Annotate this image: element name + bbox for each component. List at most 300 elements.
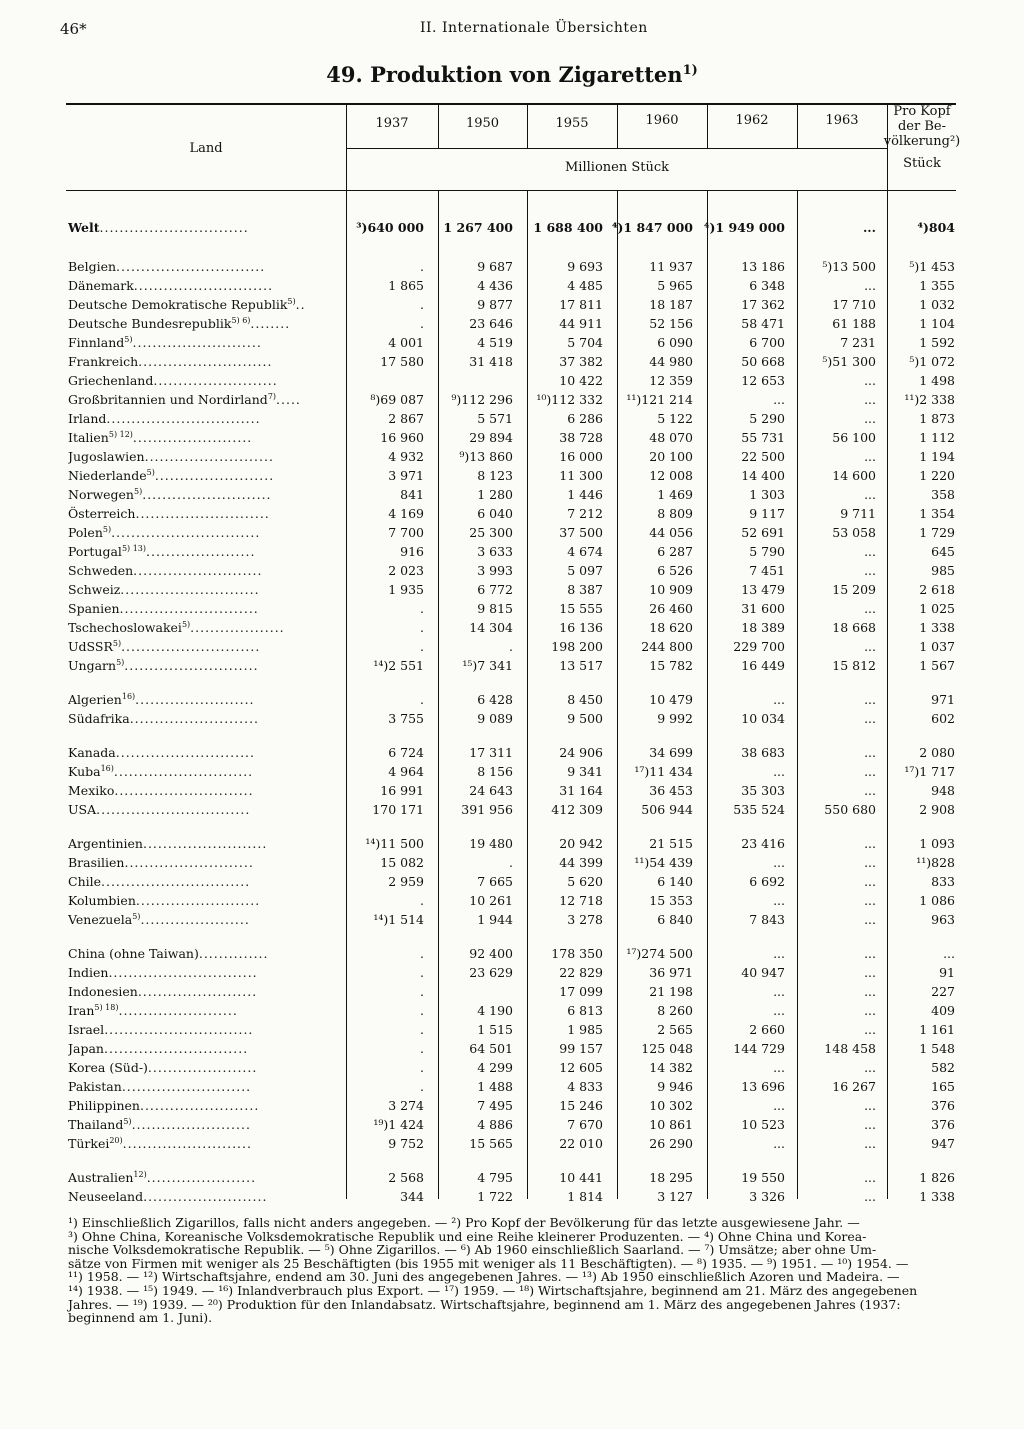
- header-year-1950: 1950: [465, 116, 500, 131]
- table-cell: 31 164: [559, 783, 603, 798]
- table-cell: 6 286: [567, 411, 603, 426]
- table-cell: 17 811: [559, 297, 603, 312]
- table-cell: 23 646: [469, 316, 513, 331]
- table-cell: 14 600: [832, 468, 876, 483]
- table-cell: 916: [400, 544, 424, 559]
- leader-dots: ..............................: [116, 259, 266, 274]
- country-footnote-mark: 5): [123, 1117, 132, 1126]
- table-cell: 2 867: [388, 411, 424, 426]
- table-cell: ...: [864, 1136, 876, 1151]
- table-cell: 376: [931, 1098, 955, 1113]
- leader-dots: ......................: [146, 1170, 257, 1186]
- table-cell: ¹¹)54 439: [634, 855, 693, 870]
- table-cell: 5 790: [749, 544, 785, 559]
- table-cell: 4 299: [477, 1060, 513, 1075]
- leader-dots: ..............................: [99, 220, 249, 235]
- table-cell: ...: [773, 692, 785, 707]
- leader-dots: ............................: [120, 582, 260, 597]
- table-cell: 358: [931, 487, 955, 502]
- table-cell: 40 947: [741, 965, 785, 980]
- country-footnote-mark: 12): [133, 1170, 147, 1179]
- leader-dots: ..............................: [101, 874, 251, 889]
- header-per-capita-line3: völkerung²): [883, 134, 961, 149]
- leader-dots: ..........................: [129, 711, 260, 726]
- country-name: Chile: [68, 874, 102, 889]
- table-cell: 5 097: [567, 563, 603, 578]
- table-cell: 61 188: [832, 316, 876, 331]
- table-cell: 18 187: [649, 297, 693, 312]
- table-cell: 44 980: [649, 354, 693, 369]
- table-cell: 23 416: [741, 836, 785, 851]
- table-cell: 99 157: [559, 1041, 603, 1056]
- table-cell: 12 718: [559, 893, 603, 908]
- table-row-label: [68, 601, 338, 616]
- table-row-label: [68, 220, 338, 235]
- table-cell: ...: [864, 392, 876, 407]
- leader-dots: ...............................: [106, 411, 261, 426]
- table-cell: 13 696: [741, 1079, 785, 1094]
- table-cell: 602: [931, 711, 955, 726]
- table-cell: 15 353: [649, 893, 693, 908]
- table-cell: 22 500: [741, 449, 785, 464]
- table-cell: 44 911: [559, 316, 603, 331]
- country-name: Deutsche Bundesrepublik: [68, 316, 232, 332]
- table-cell: 3 127: [657, 1189, 693, 1204]
- leader-dots: ..............: [198, 946, 269, 961]
- table-cell: ...: [864, 1098, 876, 1113]
- table-cell: ⁵)1 072: [909, 354, 955, 369]
- land-column-divider: [346, 103, 347, 1199]
- table-row-label: [68, 563, 338, 578]
- table-cell: 4 833: [567, 1079, 603, 1094]
- table-cell: 6 287: [657, 544, 693, 559]
- table-cell: ⁵)13 500: [822, 259, 876, 274]
- country-name: Indien: [68, 965, 109, 980]
- table-cell: ...: [864, 487, 876, 502]
- table-cell: 8 156: [477, 764, 513, 779]
- table-cell: 1 303: [749, 487, 785, 502]
- table-cell: 53 058: [832, 525, 876, 540]
- table-cell: 10 302: [649, 1098, 693, 1113]
- table-cell: 22 010: [559, 1136, 603, 1151]
- table-cell: ¹¹)828: [916, 855, 955, 870]
- header-land: Land: [189, 141, 223, 156]
- table-cell: 14 382: [649, 1060, 693, 1075]
- table-row-label: [68, 965, 338, 980]
- table-cell: 35 303: [741, 783, 785, 798]
- table-cell: 198 200: [551, 639, 603, 654]
- table-cell: 841: [400, 487, 424, 502]
- table-cell: 1 592: [919, 335, 955, 350]
- table-cell: 3 971: [388, 468, 424, 483]
- table-row-label: [68, 449, 338, 464]
- leader-dots: ..: [295, 297, 306, 313]
- table-cell: 1 194: [919, 449, 955, 464]
- table-cell: 16 960: [380, 430, 424, 445]
- leader-dots: ............................: [115, 745, 256, 760]
- table-cell: 6 724: [388, 745, 424, 760]
- table-cell: 947: [931, 1136, 955, 1151]
- table-cell: 92 400: [469, 946, 513, 961]
- country-footnote-mark: 5) 18): [94, 1003, 119, 1012]
- table-cell: ...: [864, 563, 876, 578]
- table-cell: 1 355: [919, 278, 955, 293]
- country-name: Tschechoslowakei: [68, 620, 182, 636]
- table-cell: 4 190: [477, 1003, 513, 1018]
- country-footnote-mark: 5): [134, 487, 143, 496]
- table-row-label: [68, 893, 338, 908]
- table-cell: 833: [931, 874, 955, 889]
- table-cell: .: [420, 259, 424, 274]
- header-per-capita-line1: Pro Kopf: [893, 104, 951, 119]
- table-cell: ...: [864, 855, 876, 870]
- country-footnote-mark: 5): [132, 912, 141, 921]
- table-cell: 22 829: [559, 965, 603, 980]
- table-cell: ...: [864, 836, 876, 851]
- table-cell: 1 826: [919, 1170, 955, 1185]
- header-year-1963: 1963: [825, 113, 859, 128]
- table-cell: 4 932: [388, 449, 424, 464]
- table-cell: 4 485: [567, 278, 603, 293]
- table-cell: 52 691: [741, 525, 785, 540]
- table-cell: 15 812: [832, 658, 876, 673]
- table-cell: 18 668: [832, 620, 876, 635]
- table-cell: ...: [864, 411, 876, 426]
- table-cell: 9 341: [567, 764, 603, 779]
- table-cell: 9 693: [567, 259, 603, 274]
- table-row-label: [68, 783, 338, 798]
- table-cell: 25 300: [469, 525, 513, 540]
- table-cell: 50 668: [741, 354, 785, 369]
- table-cell: 971: [931, 692, 955, 707]
- table-cell: ...: [943, 946, 955, 961]
- country-name: Brasilien: [68, 855, 125, 870]
- table-cell: 10 523: [741, 1117, 785, 1132]
- leader-dots: ..........................: [132, 335, 262, 351]
- table-cell: 1 567: [919, 658, 955, 673]
- table-row-label: [68, 658, 338, 673]
- table-cell: .: [420, 1022, 424, 1037]
- table-cell: 10 441: [559, 1170, 603, 1185]
- table-cell: 10 422: [559, 373, 603, 388]
- table-row-label: [68, 335, 338, 350]
- table-cell: 52 156: [649, 316, 693, 331]
- header-unit-per-capita: Stück: [903, 156, 941, 171]
- table-cell: 1 488: [477, 1079, 513, 1094]
- leader-dots: .....: [276, 392, 301, 408]
- leader-dots: ........: [250, 316, 291, 332]
- table-cell: ...: [773, 946, 785, 961]
- table-row-label: [68, 1170, 338, 1185]
- table-cell: 26 460: [649, 601, 693, 616]
- table-cell: .: [420, 620, 424, 635]
- table-cell: 16 000: [559, 449, 603, 464]
- footnote-line: ¹) Einschließlich Zigarillos, falls nicht anders angegeben. — ²) Pro Kopf der Bevölkerung für das letzte ausgewiesene Jahr. —: [68, 1215, 860, 1230]
- country-name: Italien: [68, 430, 109, 446]
- table-cell: ...: [864, 544, 876, 559]
- table-cell: ...: [864, 278, 876, 293]
- table-cell: 3 274: [388, 1098, 424, 1113]
- section-title: II. Internationale Übersichten: [420, 20, 648, 36]
- table-cell: 11 300: [559, 468, 603, 483]
- table-cell: 8 387: [567, 582, 603, 597]
- table-cell: .: [420, 601, 424, 616]
- table-cell: 1 267 400: [443, 220, 513, 235]
- table-cell: 26 290: [649, 1136, 693, 1151]
- country-name: Dänemark: [68, 278, 134, 293]
- country-name: Niederlande: [68, 468, 147, 484]
- table-cell: ...: [773, 1060, 785, 1075]
- country-footnote-mark: 5): [116, 658, 125, 667]
- table-row-label: [68, 984, 338, 999]
- country-name: Australien: [68, 1170, 134, 1186]
- table-cell: ...: [773, 855, 785, 870]
- table-cell: ¹⁴)11 500: [365, 836, 424, 851]
- table-cell: 15 246: [559, 1098, 603, 1113]
- leader-dots: .........................: [135, 893, 261, 908]
- table-cell: ⁴)1 949 000: [704, 220, 785, 235]
- leader-dots: ............................: [113, 764, 254, 780]
- table-cell: 13 479: [741, 582, 785, 597]
- table-cell: 229 700: [733, 639, 785, 654]
- per-capita-divider: [887, 103, 888, 1199]
- table-cell: ...: [864, 639, 876, 654]
- table-cell: ...: [773, 984, 785, 999]
- table-cell: 6 526: [657, 563, 693, 578]
- data-divider-4: [707, 190, 708, 1199]
- table-cell: 2 080: [919, 745, 955, 760]
- table-cell: 12 359: [649, 373, 693, 388]
- table-cell: 58 471: [741, 316, 785, 331]
- table-cell: ...: [864, 1189, 876, 1204]
- table-cell: 44 399: [559, 855, 603, 870]
- table-cell: 412 309: [551, 802, 603, 817]
- table-cell: 10 034: [741, 711, 785, 726]
- leader-dots: ......................: [147, 1060, 258, 1075]
- table-cell: 409: [931, 1003, 955, 1018]
- country-name: Japan: [68, 1041, 104, 1056]
- table-cell: 7 700: [388, 525, 424, 540]
- header-year-1955: 1955: [555, 116, 589, 131]
- country-name: Belgien: [68, 259, 117, 274]
- country-footnote-mark: 5): [124, 335, 133, 344]
- table-cell: 1 469: [657, 487, 693, 502]
- leader-dots: ..........................: [121, 1079, 252, 1094]
- table-cell: 6 840: [657, 912, 693, 927]
- table-cell: ⁴)804: [917, 220, 955, 235]
- table-cell: ...: [864, 783, 876, 798]
- table-row-label: [68, 392, 338, 407]
- table-cell: 31 418: [469, 354, 513, 369]
- table-cell: 7 231: [840, 335, 876, 350]
- table-cell: 18 295: [649, 1170, 693, 1185]
- table-cell: 2 618: [919, 582, 955, 597]
- leader-dots: .........................: [142, 836, 268, 851]
- table-cell: ¹⁰)112 332: [536, 392, 603, 407]
- table-cell: 144 729: [733, 1041, 785, 1056]
- table-cell: ...: [864, 711, 876, 726]
- table-cell: 6 813: [567, 1003, 603, 1018]
- country-name: Griechenland: [68, 373, 154, 388]
- table-cell: 16 136: [559, 620, 603, 635]
- table-row-label: [68, 430, 338, 445]
- country-name: Indonesien: [68, 984, 138, 999]
- table-cell: 1 865: [388, 278, 424, 293]
- country-name: Mexiko: [68, 783, 115, 798]
- table-cell: 12 653: [741, 373, 785, 388]
- table-cell: ...: [773, 1098, 785, 1113]
- table-row-label: [68, 711, 338, 726]
- table-cell: .: [420, 1060, 424, 1075]
- table-cell: 6 692: [749, 874, 785, 889]
- leader-dots: ..............................: [111, 525, 261, 541]
- country-footnote-mark: 5): [112, 639, 122, 648]
- table-cell: ¹⁹)1 424: [373, 1117, 424, 1132]
- table-cell: 1 112: [919, 430, 955, 445]
- table-cell: ...: [864, 449, 876, 464]
- table-row-label: [68, 1136, 338, 1151]
- table-cell: .: [420, 1003, 424, 1018]
- table-cell: 125 048: [641, 1041, 693, 1056]
- table-cell: 244 800: [641, 639, 693, 654]
- table-cell: ...: [864, 373, 876, 388]
- table-cell: ...: [864, 946, 876, 961]
- table-cell: 3 993: [477, 563, 513, 578]
- table-cell: 24 643: [469, 783, 513, 798]
- table-cell: 21 515: [649, 836, 693, 851]
- table-cell: 1 032: [919, 297, 955, 312]
- footnote-line: ³) Ohne China, Koreanische Volksdemokratische Republik und eine Reihe kleinerer Produzenten. — ⁴) Ohne China und Korea-: [68, 1228, 867, 1244]
- table-cell: 5 620: [567, 874, 603, 889]
- table-row-label: [68, 802, 338, 817]
- table-cell: 15 209: [832, 582, 876, 597]
- table-cell: 5 704: [567, 335, 603, 350]
- table-cell: 165: [931, 1079, 955, 1094]
- table-cell: 2 568: [388, 1170, 424, 1185]
- country-name: Kanada: [68, 745, 116, 760]
- table-cell: 9 815: [477, 601, 513, 616]
- country-name: Kuba: [68, 764, 101, 780]
- table-cell: 550 680: [824, 802, 876, 817]
- data-divider-2: [527, 190, 528, 1199]
- table-cell: 8 450: [567, 692, 603, 707]
- country-name: Philippinen: [68, 1098, 140, 1113]
- leader-dots: ..........................: [122, 1136, 252, 1152]
- leader-dots: .........................: [143, 1189, 268, 1204]
- table-cell: ...: [864, 912, 876, 927]
- country-footnote-mark: 5) 12): [108, 430, 133, 439]
- table-cell: 13 186: [741, 259, 785, 274]
- table-cell: 645: [931, 544, 955, 559]
- table-cell: 6 772: [477, 582, 513, 597]
- table-cell: 3 326: [749, 1189, 785, 1204]
- leader-dots: ..............................: [104, 1022, 254, 1037]
- table-cell: 2 023: [388, 563, 424, 578]
- country-name: China (ohne Taiwan): [68, 946, 199, 961]
- country-name: USA: [68, 802, 97, 817]
- table-row-label: [68, 297, 338, 312]
- header-unit-rule: [346, 148, 887, 149]
- leader-dots: ........................: [132, 430, 253, 446]
- table-cell: 64 501: [469, 1041, 513, 1056]
- leader-dots: ..........................: [133, 563, 263, 578]
- table-cell: ¹⁷)1 717: [904, 764, 955, 779]
- table-cell: ...: [864, 1003, 876, 1018]
- table-cell: 31 600: [741, 601, 785, 616]
- table-cell: ...: [773, 392, 785, 407]
- table-row-label: [68, 373, 338, 388]
- header-bottom-rule: [66, 190, 956, 191]
- table-cell: 15 565: [469, 1136, 513, 1151]
- country-name: Ungarn: [68, 658, 117, 674]
- table-cell: 12 008: [649, 468, 693, 483]
- country-name: Frankreich: [68, 354, 139, 369]
- table-cell: 5 290: [749, 411, 785, 426]
- country-name: Jugoslawien: [68, 449, 145, 464]
- table-cell: 7 451: [749, 563, 785, 578]
- table-cell: 582: [931, 1060, 955, 1075]
- table-cell: 9 752: [388, 1136, 424, 1151]
- table-row-label: [68, 874, 338, 889]
- table-row-label: [68, 620, 338, 635]
- table-cell: 9 992: [657, 711, 693, 726]
- table-cell: 20 942: [559, 836, 603, 851]
- country-name: Thailand: [68, 1117, 124, 1133]
- country-name: Spanien: [68, 601, 120, 616]
- footnote-line: sätze von Firmen mit weniger als 25 Beschäftigten (bis 1955 mit weniger als 11 Beschäftigten). — ⁸) 1935. — ⁹) 1951. — ¹⁰) 1954. —: [68, 1255, 909, 1271]
- country-name: Südafrika: [68, 711, 130, 726]
- table-cell: 56 100: [832, 430, 876, 445]
- country-name: Finnland: [68, 335, 125, 351]
- table-cell: 8 260: [657, 1003, 693, 1018]
- table-cell: 5 571: [477, 411, 513, 426]
- table-cell: 227: [931, 984, 955, 999]
- table-cell: 985: [931, 563, 955, 578]
- table-cell: 4 436: [477, 278, 513, 293]
- leader-dots: ...........................: [138, 354, 273, 369]
- country-name: Pakistan: [68, 1079, 122, 1094]
- country-name: Algerien: [68, 692, 122, 708]
- country-name: Norwegen: [68, 487, 134, 503]
- table-cell: 14 400: [741, 468, 785, 483]
- table-cell: 1 722: [477, 1189, 513, 1204]
- data-divider-5: [797, 190, 798, 1199]
- table-cell: .: [420, 984, 424, 999]
- table-cell: 4 886: [477, 1117, 513, 1132]
- table-row-label: [68, 1079, 338, 1094]
- leader-dots: ...........................: [135, 506, 270, 521]
- country-name: Neuseeland: [68, 1189, 144, 1204]
- country-footnote-mark: 5): [102, 525, 112, 534]
- leader-dots: ........................: [118, 1003, 238, 1019]
- table-cell: 1 161: [919, 1022, 955, 1037]
- table-cell: 10 479: [649, 692, 693, 707]
- table-cell: ...: [864, 984, 876, 999]
- table-cell: 9 687: [477, 259, 513, 274]
- leader-dots: ........................: [131, 1117, 251, 1133]
- table-cell: 6 428: [477, 692, 513, 707]
- table-cell: 34 699: [649, 745, 693, 760]
- table-cell: 963: [931, 912, 955, 927]
- table-cell: 24 906: [559, 745, 603, 760]
- leader-dots: ........................: [135, 692, 255, 708]
- table-cell: 55 731: [741, 430, 785, 445]
- table-cell: 1 220: [919, 468, 955, 483]
- table-cell: 535 524: [733, 802, 785, 817]
- table-cell: 7 843: [749, 912, 785, 927]
- table-cell: 3 755: [388, 711, 424, 726]
- table-top-rule: [66, 103, 956, 105]
